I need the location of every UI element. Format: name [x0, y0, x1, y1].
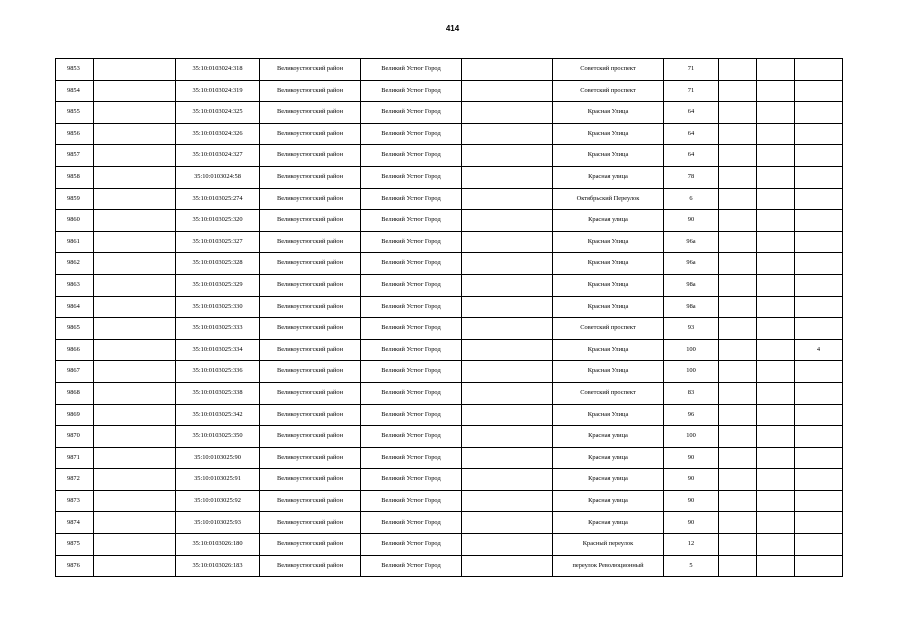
- row-number-cell: 9860: [56, 210, 94, 232]
- cadastral-number-cell: 35:10:0103025:320: [176, 210, 260, 232]
- cadastral-number-cell: 35:10:0103025:334: [176, 339, 260, 361]
- empty-cell: [719, 490, 757, 512]
- table-row: [56, 382, 843, 404]
- empty-cell: [757, 426, 795, 448]
- district-cell: Великоустюгский район: [260, 59, 361, 81]
- table-row: [56, 102, 843, 124]
- empty-cell: [94, 123, 176, 145]
- locality-cell: Великий Устюг Город: [361, 512, 462, 534]
- row-number-cell: 9863: [56, 274, 94, 296]
- house-number-cell: 90: [664, 490, 719, 512]
- locality-cell: Великий Устюг Город: [361, 123, 462, 145]
- house-number-cell: 12: [664, 534, 719, 556]
- empty-cell: [94, 382, 176, 404]
- empty-cell: [94, 231, 176, 253]
- empty-cell: [462, 59, 553, 81]
- empty-cell: [757, 188, 795, 210]
- empty-cell: [757, 253, 795, 275]
- house-number-cell: 83: [664, 382, 719, 404]
- table-row: [56, 274, 843, 296]
- house-number-cell: 96а: [664, 231, 719, 253]
- empty-cell: [462, 210, 553, 232]
- house-number-cell: 5: [664, 555, 719, 577]
- house-number-cell: 64: [664, 102, 719, 124]
- street-cell: Красная Улица: [553, 123, 664, 145]
- table-row: [56, 188, 843, 210]
- street-cell: Красная улица: [553, 166, 664, 188]
- empty-cell: [719, 339, 757, 361]
- empty-cell: [94, 59, 176, 81]
- empty-cell: [94, 253, 176, 275]
- row-number-cell: 9853: [56, 59, 94, 81]
- extra-value-cell: [795, 296, 843, 318]
- street-cell: Красная Улица: [553, 274, 664, 296]
- house-number-cell: 100: [664, 361, 719, 383]
- extra-value-cell: [795, 166, 843, 188]
- empty-cell: [719, 123, 757, 145]
- empty-cell: [94, 512, 176, 534]
- house-number-cell: 96: [664, 404, 719, 426]
- table-row: [56, 447, 843, 469]
- empty-cell: [94, 145, 176, 167]
- table-row: [56, 231, 843, 253]
- empty-cell: [757, 318, 795, 340]
- table-row: [56, 123, 843, 145]
- extra-value-cell: [795, 231, 843, 253]
- extra-value-cell: [795, 274, 843, 296]
- empty-cell: [94, 166, 176, 188]
- locality-cell: Великий Устюг Город: [361, 426, 462, 448]
- table-row: [56, 534, 843, 556]
- empty-cell: [719, 361, 757, 383]
- empty-cell: [719, 469, 757, 491]
- cadastral-number-cell: 35:10:0103024:58: [176, 166, 260, 188]
- street-cell: Красная улица: [553, 426, 664, 448]
- extra-value-cell: [795, 318, 843, 340]
- extra-value-cell: [795, 102, 843, 124]
- empty-cell: [94, 339, 176, 361]
- locality-cell: Великий Устюг Город: [361, 210, 462, 232]
- district-cell: Великоустюгский район: [260, 469, 361, 491]
- table-row: [56, 490, 843, 512]
- cadastral-number-cell: 35:10:0103025:328: [176, 253, 260, 275]
- empty-cell: [757, 210, 795, 232]
- empty-cell: [719, 555, 757, 577]
- district-cell: Великоустюгский район: [260, 80, 361, 102]
- district-cell: Великоустюгский район: [260, 361, 361, 383]
- street-cell: Красная Улица: [553, 404, 664, 426]
- district-cell: Великоустюгский район: [260, 166, 361, 188]
- house-number-cell: 90: [664, 469, 719, 491]
- extra-value-cell: [795, 447, 843, 469]
- empty-cell: [719, 318, 757, 340]
- empty-cell: [462, 80, 553, 102]
- locality-cell: Великий Устюг Город: [361, 382, 462, 404]
- empty-cell: [462, 361, 553, 383]
- empty-cell: [719, 512, 757, 534]
- empty-cell: [719, 166, 757, 188]
- district-cell: Великоустюгский район: [260, 318, 361, 340]
- street-cell: Советский проспект: [553, 318, 664, 340]
- empty-cell: [719, 188, 757, 210]
- house-number-cell: 71: [664, 80, 719, 102]
- empty-cell: [94, 188, 176, 210]
- row-number-cell: 9866: [56, 339, 94, 361]
- cadastral-number-cell: 35:10:0103024:318: [176, 59, 260, 81]
- empty-cell: [94, 426, 176, 448]
- street-cell: Красная Улица: [553, 231, 664, 253]
- street-cell: Красная Улица: [553, 296, 664, 318]
- empty-cell: [462, 231, 553, 253]
- street-cell: Советский проспект: [553, 80, 664, 102]
- empty-cell: [757, 231, 795, 253]
- table-row: [56, 426, 843, 448]
- cadastral-number-cell: 35:10:0103025:338: [176, 382, 260, 404]
- district-cell: Великоустюгский район: [260, 555, 361, 577]
- empty-cell: [719, 296, 757, 318]
- table-row: [56, 469, 843, 491]
- empty-cell: [94, 534, 176, 556]
- street-cell: Красная Улица: [553, 361, 664, 383]
- cadastral-number-cell: 35:10:0103025:93: [176, 512, 260, 534]
- empty-cell: [462, 555, 553, 577]
- house-number-cell: 90: [664, 210, 719, 232]
- empty-cell: [94, 469, 176, 491]
- house-number-cell: 96а: [664, 253, 719, 275]
- empty-cell: [462, 166, 553, 188]
- locality-cell: Великий Устюг Город: [361, 361, 462, 383]
- empty-cell: [757, 59, 795, 81]
- district-cell: Великоустюгский район: [260, 210, 361, 232]
- empty-cell: [462, 382, 553, 404]
- locality-cell: Великий Устюг Город: [361, 59, 462, 81]
- locality-cell: Великий Устюг Город: [361, 102, 462, 124]
- extra-value-cell: [795, 426, 843, 448]
- district-cell: Великоустюгский район: [260, 339, 361, 361]
- extra-value-cell: [795, 512, 843, 534]
- street-cell: Советский проспект: [553, 59, 664, 81]
- street-cell: Красная Улица: [553, 145, 664, 167]
- empty-cell: [462, 274, 553, 296]
- locality-cell: Великий Устюг Город: [361, 253, 462, 275]
- row-number-cell: 9869: [56, 404, 94, 426]
- extra-value-cell: [795, 80, 843, 102]
- empty-cell: [757, 166, 795, 188]
- locality-cell: Великий Устюг Город: [361, 490, 462, 512]
- district-cell: Великоустюгский район: [260, 102, 361, 124]
- table-row: [56, 80, 843, 102]
- table-row: [56, 512, 843, 534]
- empty-cell: [462, 253, 553, 275]
- house-number-cell: 93: [664, 318, 719, 340]
- empty-cell: [719, 231, 757, 253]
- row-number-cell: 9874: [56, 512, 94, 534]
- row-number-cell: 9865: [56, 318, 94, 340]
- empty-cell: [719, 253, 757, 275]
- locality-cell: Великий Устюг Город: [361, 339, 462, 361]
- house-number-cell: 98а: [664, 274, 719, 296]
- table-row: [56, 253, 843, 275]
- extra-value-cell: [795, 404, 843, 426]
- extra-value-cell: [795, 188, 843, 210]
- empty-cell: [757, 102, 795, 124]
- empty-cell: [94, 318, 176, 340]
- empty-cell: [94, 404, 176, 426]
- street-cell: Красная Улица: [553, 339, 664, 361]
- street-cell: Красная Улица: [553, 253, 664, 275]
- empty-cell: [757, 361, 795, 383]
- row-number-cell: 9859: [56, 188, 94, 210]
- locality-cell: Великий Устюг Город: [361, 231, 462, 253]
- district-cell: Великоустюгский район: [260, 490, 361, 512]
- row-number-cell: 9876: [56, 555, 94, 577]
- row-number-cell: 9858: [56, 166, 94, 188]
- empty-cell: [94, 80, 176, 102]
- table-row: [56, 59, 843, 81]
- empty-cell: [462, 469, 553, 491]
- cadastral-number-cell: 35:10:0103025:350: [176, 426, 260, 448]
- district-cell: Великоустюгский район: [260, 447, 361, 469]
- cadastral-number-cell: 35:10:0103025:330: [176, 296, 260, 318]
- district-cell: Великоустюгский район: [260, 426, 361, 448]
- empty-cell: [757, 339, 795, 361]
- district-cell: Великоустюгский район: [260, 382, 361, 404]
- empty-cell: [462, 534, 553, 556]
- extra-value-cell: 4: [795, 339, 843, 361]
- locality-cell: Великий Устюг Город: [361, 318, 462, 340]
- district-cell: Великоустюгский район: [260, 145, 361, 167]
- row-number-cell: 9875: [56, 534, 94, 556]
- district-cell: Великоустюгский район: [260, 274, 361, 296]
- row-number-cell: 9855: [56, 102, 94, 124]
- cadastral-number-cell: 35:10:0103025:90: [176, 447, 260, 469]
- row-number-cell: 9864: [56, 296, 94, 318]
- cadastral-number-cell: 35:10:0103024:327: [176, 145, 260, 167]
- table-row: [56, 210, 843, 232]
- locality-cell: Великий Устюг Город: [361, 296, 462, 318]
- street-cell: Красная улица: [553, 490, 664, 512]
- district-cell: Великоустюгский район: [260, 534, 361, 556]
- locality-cell: Великий Устюг Город: [361, 555, 462, 577]
- locality-cell: Великий Устюг Город: [361, 274, 462, 296]
- street-cell: Красная Улица: [553, 102, 664, 124]
- table-row: [56, 339, 843, 361]
- empty-cell: [757, 123, 795, 145]
- cadastral-number-cell: 35:10:0103024:325: [176, 102, 260, 124]
- table-row: [56, 318, 843, 340]
- empty-cell: [462, 426, 553, 448]
- empty-cell: [462, 188, 553, 210]
- cadastral-number-cell: 35:10:0103025:327: [176, 231, 260, 253]
- cadastral-number-cell: 35:10:0103025:92: [176, 490, 260, 512]
- empty-cell: [757, 447, 795, 469]
- empty-cell: [462, 490, 553, 512]
- district-cell: Великоустюгский район: [260, 253, 361, 275]
- cadastral-number-cell: 35:10:0103024:326: [176, 123, 260, 145]
- empty-cell: [757, 404, 795, 426]
- locality-cell: Великий Устюг Город: [361, 188, 462, 210]
- empty-cell: [94, 555, 176, 577]
- empty-cell: [462, 145, 553, 167]
- row-number-cell: 9867: [56, 361, 94, 383]
- empty-cell: [462, 404, 553, 426]
- empty-cell: [757, 490, 795, 512]
- table-row: [56, 361, 843, 383]
- empty-cell: [757, 296, 795, 318]
- empty-cell: [719, 210, 757, 232]
- street-cell: Советский проспект: [553, 382, 664, 404]
- extra-value-cell: [795, 555, 843, 577]
- house-number-cell: 90: [664, 512, 719, 534]
- empty-cell: [719, 102, 757, 124]
- empty-cell: [719, 534, 757, 556]
- locality-cell: Великий Устюг Город: [361, 469, 462, 491]
- empty-cell: [94, 490, 176, 512]
- house-number-cell: 78: [664, 166, 719, 188]
- empty-cell: [757, 274, 795, 296]
- row-number-cell: 9854: [56, 80, 94, 102]
- cadastral-number-cell: 35:10:0103025:333: [176, 318, 260, 340]
- house-number-cell: 100: [664, 339, 719, 361]
- locality-cell: Великий Устюг Город: [361, 166, 462, 188]
- row-number-cell: 9870: [56, 426, 94, 448]
- house-number-cell: 98а: [664, 296, 719, 318]
- empty-cell: [719, 404, 757, 426]
- empty-cell: [757, 512, 795, 534]
- district-cell: Великоустюгский район: [260, 123, 361, 145]
- extra-value-cell: [795, 490, 843, 512]
- empty-cell: [719, 447, 757, 469]
- table-row: [56, 145, 843, 167]
- extra-value-cell: [795, 145, 843, 167]
- street-cell: Красная улица: [553, 512, 664, 534]
- street-cell: Красная улица: [553, 210, 664, 232]
- empty-cell: [462, 447, 553, 469]
- registry-table-body: [56, 59, 843, 577]
- empty-cell: [719, 382, 757, 404]
- empty-cell: [757, 469, 795, 491]
- row-number-cell: 9857: [56, 145, 94, 167]
- cadastral-number-cell: 35:10:0103026:180: [176, 534, 260, 556]
- extra-value-cell: [795, 123, 843, 145]
- house-number-cell: 6: [664, 188, 719, 210]
- cadastral-number-cell: 35:10:0103025:329: [176, 274, 260, 296]
- empty-cell: [462, 123, 553, 145]
- table-row: [56, 404, 843, 426]
- cadastral-number-cell: 35:10:0103026:183: [176, 555, 260, 577]
- empty-cell: [719, 274, 757, 296]
- empty-cell: [719, 80, 757, 102]
- empty-cell: [757, 555, 795, 577]
- empty-cell: [462, 102, 553, 124]
- district-cell: Великоустюгский район: [260, 512, 361, 534]
- empty-cell: [462, 318, 553, 340]
- house-number-cell: 64: [664, 145, 719, 167]
- locality-cell: Великий Устюг Город: [361, 447, 462, 469]
- empty-cell: [462, 339, 553, 361]
- extra-value-cell: [795, 534, 843, 556]
- empty-cell: [719, 59, 757, 81]
- table-row: [56, 166, 843, 188]
- empty-cell: [757, 534, 795, 556]
- locality-cell: Великий Устюг Город: [361, 404, 462, 426]
- row-number-cell: 9856: [56, 123, 94, 145]
- district-cell: Великоустюгский район: [260, 231, 361, 253]
- registry-table: [55, 58, 843, 577]
- empty-cell: [94, 274, 176, 296]
- district-cell: Великоустюгский район: [260, 188, 361, 210]
- empty-cell: [462, 296, 553, 318]
- cadastral-number-cell: 35:10:0103025:274: [176, 188, 260, 210]
- house-number-cell: 90: [664, 447, 719, 469]
- locality-cell: Великий Устюг Город: [361, 145, 462, 167]
- empty-cell: [94, 102, 176, 124]
- locality-cell: Великий Устюг Город: [361, 80, 462, 102]
- empty-cell: [94, 361, 176, 383]
- table-row: [56, 296, 843, 318]
- empty-cell: [719, 145, 757, 167]
- extra-value-cell: [795, 382, 843, 404]
- district-cell: Великоустюгский район: [260, 404, 361, 426]
- cadastral-number-cell: 35:10:0103025:336: [176, 361, 260, 383]
- row-number-cell: 9873: [56, 490, 94, 512]
- street-cell: Октябрьский Переулок: [553, 188, 664, 210]
- locality-cell: Великий Устюг Город: [361, 534, 462, 556]
- empty-cell: [757, 80, 795, 102]
- row-number-cell: 9868: [56, 382, 94, 404]
- house-number-cell: 64: [664, 123, 719, 145]
- extra-value-cell: [795, 210, 843, 232]
- extra-value-cell: [795, 253, 843, 275]
- house-number-cell: 100: [664, 426, 719, 448]
- empty-cell: [94, 447, 176, 469]
- extra-value-cell: [795, 59, 843, 81]
- empty-cell: [94, 210, 176, 232]
- extra-value-cell: [795, 361, 843, 383]
- extra-value-cell: [795, 469, 843, 491]
- street-cell: Красный переулок: [553, 534, 664, 556]
- row-number-cell: 9862: [56, 253, 94, 275]
- empty-cell: [462, 512, 553, 534]
- cadastral-number-cell: 35:10:0103025:342: [176, 404, 260, 426]
- page-number: 414: [445, 24, 460, 33]
- street-cell: переулок Революционный: [553, 555, 664, 577]
- empty-cell: [94, 296, 176, 318]
- row-number-cell: 9861: [56, 231, 94, 253]
- table-row: [56, 555, 843, 577]
- empty-cell: [757, 145, 795, 167]
- cadastral-number-cell: 35:10:0103024:319: [176, 80, 260, 102]
- street-cell: Красная улица: [553, 469, 664, 491]
- street-cell: Красная улица: [553, 447, 664, 469]
- house-number-cell: 71: [664, 59, 719, 81]
- empty-cell: [757, 382, 795, 404]
- row-number-cell: 9872: [56, 469, 94, 491]
- district-cell: Великоустюгский район: [260, 296, 361, 318]
- cadastral-number-cell: 35:10:0103025:91: [176, 469, 260, 491]
- empty-cell: [719, 426, 757, 448]
- row-number-cell: 9871: [56, 447, 94, 469]
